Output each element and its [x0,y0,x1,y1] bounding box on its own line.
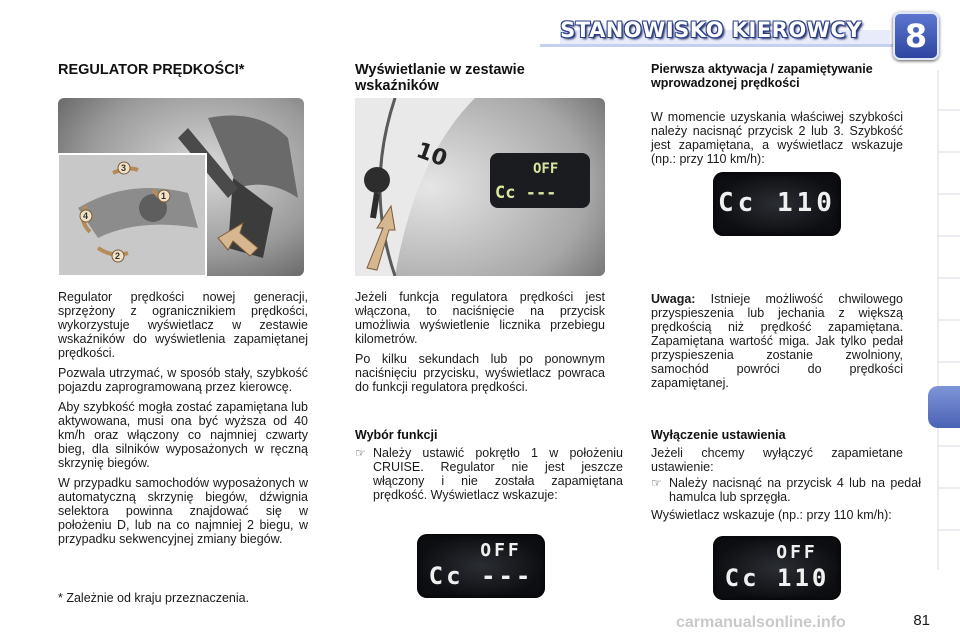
paragraph: Aby szybkość mogła zostać zapamiętana lub aktywowana, musi ona być wyższa od 40 km/h oraz włączony co najmniej czwarty bieg, dla silników wyposażonych w ręczną skrzynię biegów. [58,400,308,470]
display-shows-paragraph: Wyświetlacz wskazuje (np.: przy 110 km/h): [651,508,892,522]
disable-heading: Wyłączenie ustawienia [651,428,786,442]
paragraph: Po kilku sekundach lub po ponownym naciśnięciu przycisku, wyświetlacz powraca do funkcji regulatora prędkości. [355,352,605,394]
gauge-label: 10 [412,138,451,173]
first-activation-heading: Pierwsza aktywacja / zapamiętywanie wprowadzonej prędkości [651,62,873,90]
note-text: Istnieje możliwość chwilowego przyspieszenia lub jechania z większą prędkością niż prędkość zapamiętana. Zapamiętana wartość miga. Jak tylko pedał przyspieszenia zostanie zwolniony, samochód powróci do prędkości zapamiętanej. [651,292,903,390]
chapter-number-badge: 8 [893,12,939,60]
paragraph: Pozwala utrzymać, w sposób stały, szybkość pojazdu zaprogramowaną przez kierowcę. [58,366,308,394]
note-paragraph [651,292,903,390]
bullet-item [355,446,623,502]
footnote: * Zależnie od kraju przeznaczenia. [58,591,250,605]
chapter-side-tab[interactable] [928,386,960,428]
page-number: 81 [913,612,930,629]
section-title: STANOWISKO KIEROWCY [560,18,862,42]
bullet-text: Należy ustawić pokrętło 1 w położeniu CRUISE. Regulator nie jest jeszcze włączony i nie została zapamiętana prędkość. Wyświetlacz wskazuje: [373,446,623,502]
activation-paragraph: W momencie uzyskania właściwej szybkości należy nacisnąć przycisk 2 lub 3. Szybkość jest zapamiętana, a wyświetlacz wskazuje (np.: przy 110 km/h): [651,110,903,166]
paragraph: Jeżeli funkcja regulatora prędkości jest włączona, to naciśnięcie na przycisk umożliwia wyświetlenie licznika przebiegu kilometrów. [355,290,605,346]
lcd-display [417,534,545,598]
paragraph: W przypadku samochodów wyposażonych w automatyczną skrzynię biegów, dźwignia selektora powinna znajdować się w położeniu D, lub na co najmniej 2 biegu, w przypadku sekwencyjnej zmiany biegów. [58,476,308,546]
callout-3: 3 [121,163,127,173]
watermark: carmanualsonline.info [676,614,846,631]
lcd-off-text: OFF [533,161,559,177]
pointing-hand-icon: ☞ [651,476,662,490]
lcd-line-2: Cc --- [428,562,534,590]
lcd-cc-text: Cc --- [495,183,557,203]
note-label: Uwaga: [651,292,696,306]
bullet-text: Należy nacisnąć na przycisk 4 lub na pedał hamulca lub sprzęgła. [669,476,921,504]
lcd-display [713,536,841,600]
lcd-line-1: OFF [480,540,522,561]
lcd-line-1: Cc 110 [718,188,836,218]
display-heading: Wyświetlanie w zestawie wskaźników [355,62,525,94]
function-select-heading: Wybór funkcji [355,428,438,442]
lcd-line-2: Cc 110 [724,564,830,592]
callout-2: 2 [115,251,121,261]
callout-1: 1 [161,191,167,201]
lcd-display [713,172,841,236]
col1-body [58,290,308,552]
paragraph: Regulator prędkości nowej generacji, sprzężony z ogranicznikiem prędkości, wykorzystuje wyświetlacz w zestawie wskaźników do wyświetlenia zapamiętanej prędkości. [58,290,308,360]
col2-body [355,290,605,400]
lcd-line-1: OFF [776,542,818,563]
disable-paragraph: Jeżeli chcemy wyłączyć zapamietane ustawienie: [651,446,903,474]
side-tab-strip [928,70,960,570]
callout-4: 4 [83,211,89,221]
pointing-hand-icon: ☞ [355,446,366,460]
instrument-cluster-photo [355,98,605,276]
cruise-control-heading: REGULATOR PRĘDKOŚCI* [58,62,245,78]
bullet-item [651,476,921,504]
steering-stalk-photo [58,98,304,276]
